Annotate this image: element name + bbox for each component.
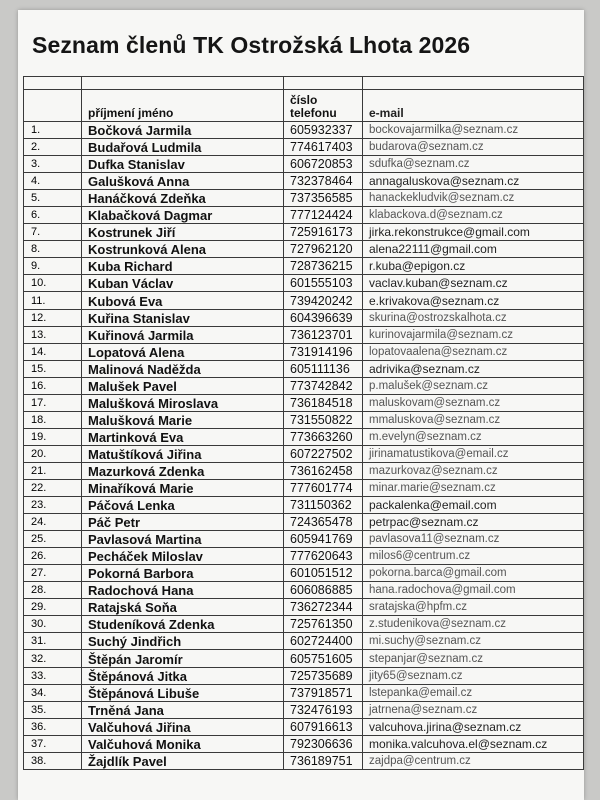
member-number: 32.: [24, 650, 82, 667]
table-row: [24, 565, 584, 582]
member-email: p.malušek@seznam.cz: [363, 377, 584, 394]
member-number: 35.: [24, 701, 82, 718]
member-name: Valčuhová Monika: [82, 735, 284, 752]
member-phone: 732476193: [284, 701, 363, 718]
member-phone: 606720853: [284, 156, 363, 173]
table-row: [24, 258, 584, 275]
member-email: maluskovam@seznam.cz: [363, 394, 584, 411]
member-email: vaclav.kuban@seznam.cz: [363, 275, 584, 292]
member-phone: 728736215: [284, 258, 363, 275]
member-number: 12.: [24, 309, 82, 326]
member-phone: 777620643: [284, 548, 363, 565]
table-row: [24, 752, 584, 769]
member-name: Kuřina Stanislav: [82, 309, 284, 326]
table-row: [24, 292, 584, 309]
member-phone: 773663260: [284, 428, 363, 445]
member-number: 19.: [24, 428, 82, 445]
member-number: 6.: [24, 207, 82, 224]
member-email: petrpac@seznam.cz: [363, 514, 584, 531]
member-name: Valčuhová Jiřina: [82, 718, 284, 735]
table-row: [24, 377, 584, 394]
member-email: jirka.rekonstrukce@gmail.com: [363, 224, 584, 241]
member-phone: 727962120: [284, 241, 363, 258]
header-phone-line1: číslo: [290, 93, 318, 107]
table-row: [24, 394, 584, 411]
member-name: Štěpánová Libuše: [82, 684, 284, 701]
member-phone: 736162458: [284, 462, 363, 479]
member-name: Pecháček Miloslav: [82, 548, 284, 565]
table-row: [24, 139, 584, 156]
member-name: Kuba Richard: [82, 258, 284, 275]
member-email: pavlasova11@seznam.cz: [363, 531, 584, 548]
table-row: [24, 326, 584, 343]
member-email: jity65@seznam.cz: [363, 667, 584, 684]
member-email: mazurkovaz@seznam.cz: [363, 462, 584, 479]
member-email: e.krivakova@seznam.cz: [363, 292, 584, 309]
member-name: Malušková Miroslava: [82, 394, 284, 411]
member-number: 27.: [24, 565, 82, 582]
member-phone: 606086885: [284, 582, 363, 599]
member-number: 28.: [24, 582, 82, 599]
table-row: [24, 343, 584, 360]
table-row: [24, 718, 584, 735]
member-email: milos6@centrum.cz: [363, 548, 584, 565]
member-number: 38.: [24, 752, 82, 769]
member-name: Kuban Václav: [82, 275, 284, 292]
member-number: 25.: [24, 531, 82, 548]
member-phone: 736272344: [284, 599, 363, 616]
member-phone: 605751605: [284, 650, 363, 667]
member-phone: 731914196: [284, 343, 363, 360]
table-row: [24, 531, 584, 548]
member-number: 34.: [24, 684, 82, 701]
member-number: 26.: [24, 548, 82, 565]
member-email: lopatovaalena@seznam.cz: [363, 343, 584, 360]
member-phone: 792306636: [284, 735, 363, 752]
member-email: lstepanka@email.cz: [363, 684, 584, 701]
member-name: Štěpánová Jitka: [82, 667, 284, 684]
table-row: [24, 275, 584, 292]
table-row: [24, 650, 584, 667]
member-email: klabackova.d@seznam.cz: [363, 207, 584, 224]
member-email: alena22111@gmail.com: [363, 241, 584, 258]
member-number: 14.: [24, 343, 82, 360]
table-row: [24, 633, 584, 650]
member-phone: 736189751: [284, 752, 363, 769]
member-phone: 605941769: [284, 531, 363, 548]
member-name: Minaříková Marie: [82, 479, 284, 496]
member-email: jatrnena@seznam.cz: [363, 701, 584, 718]
member-name: Mazurková Zdenka: [82, 462, 284, 479]
member-email: r.kuba@epigon.cz: [363, 258, 584, 275]
member-name: Malušková Marie: [82, 411, 284, 428]
member-number: 8.: [24, 241, 82, 258]
table-row: [24, 309, 584, 326]
member-email: mmaluskova@seznam.cz: [363, 411, 584, 428]
member-phone: 725916173: [284, 224, 363, 241]
member-number: 24.: [24, 514, 82, 531]
member-name: Malušek Pavel: [82, 377, 284, 394]
member-name: Dufka Stanislav: [82, 156, 284, 173]
table-row: [24, 122, 584, 139]
member-name: Studeníková Zdenka: [82, 616, 284, 633]
member-number: 23.: [24, 497, 82, 514]
member-email: adrivika@seznam.cz: [363, 360, 584, 377]
table-row: [24, 514, 584, 531]
member-number: 13.: [24, 326, 82, 343]
member-phone: 737356585: [284, 190, 363, 207]
member-email: budarova@seznam.cz: [363, 139, 584, 156]
page-title: Seznam členů TK Ostrožská Lhota 2026: [32, 32, 471, 58]
table-row: [24, 548, 584, 565]
member-name: Matuštíková Jiřina: [82, 445, 284, 462]
member-number: 21.: [24, 462, 82, 479]
member-name: Galušková Anna: [82, 173, 284, 190]
member-phone: 605932337: [284, 122, 363, 139]
member-email: skurina@ostrozskalhota.cz: [363, 309, 584, 326]
member-phone: 739420242: [284, 292, 363, 309]
member-number: 1.: [24, 122, 82, 139]
header-name: příjmení jméno: [82, 90, 284, 122]
member-phone: 607916613: [284, 718, 363, 735]
member-name: Žajdlík Pavel: [82, 752, 284, 769]
table-row: [24, 428, 584, 445]
table-row: [24, 735, 584, 752]
member-phone: 607227502: [284, 445, 363, 462]
header-phone-line2: telefonu: [290, 106, 337, 120]
member-number: 17.: [24, 394, 82, 411]
member-phone: 732378464: [284, 173, 363, 190]
table-row: [24, 360, 584, 377]
member-phone: 604396639: [284, 309, 363, 326]
member-email: bockovajarmilka@seznam.cz: [363, 122, 584, 139]
member-phone: 724365478: [284, 514, 363, 531]
member-number: 7.: [24, 224, 82, 241]
member-email: valcuhova.jirina@seznam.cz: [363, 718, 584, 735]
member-number: 36.: [24, 718, 82, 735]
table-row: [24, 190, 584, 207]
member-phone: 725761350: [284, 616, 363, 633]
member-name: Štěpán Jaromír: [82, 650, 284, 667]
member-phone: 736184518: [284, 394, 363, 411]
member-name: Hanáčková Zdeňka: [82, 190, 284, 207]
member-number: 31.: [24, 633, 82, 650]
member-number: 5.: [24, 190, 82, 207]
table-row: [24, 599, 584, 616]
member-phone: 736123701: [284, 326, 363, 343]
member-name: Páčová Lenka: [82, 497, 284, 514]
member-number: 33.: [24, 667, 82, 684]
member-name: Malinová Naděžda: [82, 360, 284, 377]
member-name: Kostrunek Jiří: [82, 224, 284, 241]
member-name: Pavlasová Martina: [82, 531, 284, 548]
member-email: annagaluskova@seznam.cz: [363, 173, 584, 190]
header-phone: [284, 90, 363, 122]
member-email: kurinovajarmila@seznam.cz: [363, 326, 584, 343]
table-row: [24, 224, 584, 241]
header-row: [24, 90, 584, 122]
member-name: Lopatová Alena: [82, 343, 284, 360]
table-row: [24, 701, 584, 718]
member-phone: 601555103: [284, 275, 363, 292]
member-email: minar.marie@seznam.cz: [363, 479, 584, 496]
member-phone: 731550822: [284, 411, 363, 428]
table-row: [24, 207, 584, 224]
member-phone: 737918571: [284, 684, 363, 701]
document-sheet: [18, 10, 584, 800]
member-email: stepanjar@seznam.cz: [363, 650, 584, 667]
member-name: Ratajská Soňa: [82, 599, 284, 616]
member-email: hana.radochova@gmail.com: [363, 582, 584, 599]
member-email: sdufka@seznam.cz: [363, 156, 584, 173]
member-name: Martinková Eva: [82, 428, 284, 445]
member-phone: 601051512: [284, 565, 363, 582]
member-phone: 777601774: [284, 479, 363, 496]
member-number: 37.: [24, 735, 82, 752]
member-email: z.studenikova@seznam.cz: [363, 616, 584, 633]
member-number: 18.: [24, 411, 82, 428]
member-email: sratajska@hpfm.cz: [363, 599, 584, 616]
member-phone: 773742842: [284, 377, 363, 394]
member-number: 22.: [24, 479, 82, 496]
member-number: 4.: [24, 173, 82, 190]
member-number: 9.: [24, 258, 82, 275]
member-email: pokorna.barca@gmail.com: [363, 565, 584, 582]
members-table: [23, 76, 584, 770]
spacer-row: [24, 77, 584, 90]
member-email: packalenka@email.com: [363, 497, 584, 514]
member-phone: 602724400: [284, 633, 363, 650]
member-number: 15.: [24, 360, 82, 377]
member-name: Páč Petr: [82, 514, 284, 531]
member-email: monika.valcuhova.el@seznam.cz: [363, 735, 584, 752]
member-number: 16.: [24, 377, 82, 394]
table-row: [24, 684, 584, 701]
member-phone: 725735689: [284, 667, 363, 684]
table-row: [24, 462, 584, 479]
table-row: [24, 497, 584, 514]
member-name: Kostrunková Alena: [82, 241, 284, 258]
member-name: Radochová Hana: [82, 582, 284, 599]
member-number: 10.: [24, 275, 82, 292]
member-email: m.evelyn@seznam.cz: [363, 428, 584, 445]
member-name: Bočková Jarmila: [82, 122, 284, 139]
table-row: [24, 241, 584, 258]
member-name: Trněná Jana: [82, 701, 284, 718]
member-name: Suchý Jindřich: [82, 633, 284, 650]
table-row: [24, 445, 584, 462]
header-number: [24, 90, 82, 122]
member-name: Budařová Ludmila: [82, 139, 284, 156]
member-name: Pokorná Barbora: [82, 565, 284, 582]
member-name: Kubová Eva: [82, 292, 284, 309]
table-row: [24, 173, 584, 190]
table-row: [24, 479, 584, 496]
member-number: 11.: [24, 292, 82, 309]
member-number: 3.: [24, 156, 82, 173]
table-row: [24, 411, 584, 428]
header-email: e-mail: [363, 90, 584, 122]
member-phone: 777124424: [284, 207, 363, 224]
member-email: hanackekludvik@seznam.cz: [363, 190, 584, 207]
table-row: [24, 667, 584, 684]
table-row: [24, 616, 584, 633]
member-number: 30.: [24, 616, 82, 633]
member-number: 2.: [24, 139, 82, 156]
table-row: [24, 156, 584, 173]
member-phone: 774617403: [284, 139, 363, 156]
member-number: 29.: [24, 599, 82, 616]
member-phone: 731150362: [284, 497, 363, 514]
member-email: zajdpa@centrum.cz: [363, 752, 584, 769]
member-phone: 605111136: [284, 360, 363, 377]
member-name: Kuřinová Jarmila: [82, 326, 284, 343]
member-email: mi.suchy@seznam.cz: [363, 633, 584, 650]
member-name: Klabačková Dagmar: [82, 207, 284, 224]
member-number: 20.: [24, 445, 82, 462]
member-email: jirinamatustikova@email.cz: [363, 445, 584, 462]
table-row: [24, 582, 584, 599]
